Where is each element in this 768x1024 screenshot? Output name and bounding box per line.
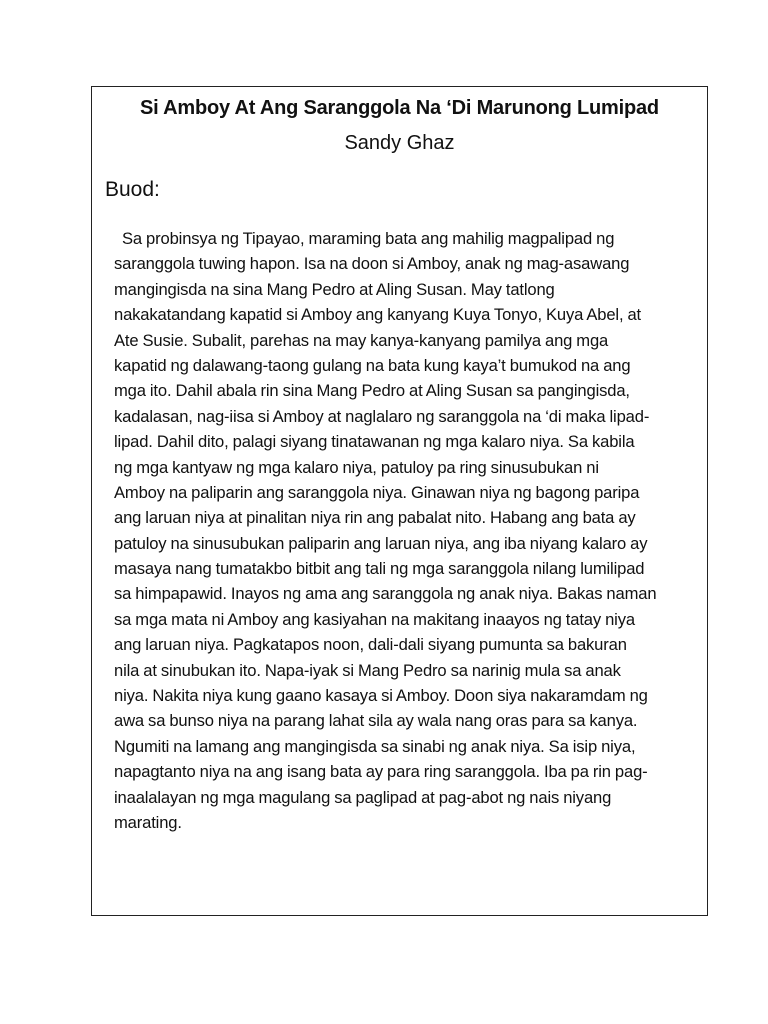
- summary-line: Amboy na paliparin ang saranggola niya. Ginawan niya ng bagong paripa: [114, 482, 640, 502]
- summary-line: mga ito. Dahil abala rin sina Mang Pedro at Aling Susan sa pangingisda,: [114, 381, 630, 401]
- summary-line: inaalalayan ng mga magulang sa paglipad at pag-abot ng nais niyang: [114, 787, 612, 807]
- summary-line: mangingisda na sina Mang Pedro at Aling Susan. May tatlong: [114, 279, 555, 299]
- summary-line: sa mga mata ni Amboy ang kasiyahan na makitang inaayos ng tatay niya: [114, 609, 635, 629]
- section-heading: Buod:: [105, 178, 160, 201]
- summary-line: ng mga kantyaw ng mga kalaro niya, patuloy pa ring sinusubukan ni: [114, 457, 599, 477]
- document-title: Si Amboy At Ang Saranggola Na ‘Di Marunong Lumipad: [140, 97, 659, 119]
- summary-line: ang laruan niya. Pagkatapos noon, dali-dali siyang pumunta sa bakuran: [114, 635, 627, 655]
- document-frame: [91, 86, 708, 916]
- summary-line: masaya nang tumatakbo bitbit ang tali ng mga saranggola nilang lumilipad: [114, 559, 645, 579]
- summary-line: kadalasan, nag-iisa si Amboy at naglalaro ng saranggola na ‘di maka lipad-: [114, 406, 650, 426]
- summary-line: nila at sinubukan ito. Napa-iyak si Mang Pedro sa narinig mula sa anak: [114, 660, 621, 680]
- summary-line: patuloy na sinusubukan paliparin ang laruan niya, ang iba niyang kalaro ay: [114, 533, 648, 553]
- document-author: Sandy Ghaz: [344, 132, 455, 154]
- summary-line: awa sa bunso niya na parang lahat sila ay wala nang oras para sa kanya.: [114, 711, 638, 731]
- summary-line: niya. Nakita niya kung gaano kasaya si Amboy. Doon siya nakaramdam ng: [114, 686, 648, 706]
- summary-line: sa himpapawid. Inayos ng ama ang saranggola ng anak niya. Bakas naman: [114, 584, 657, 604]
- summary-line: saranggola tuwing hapon. Isa na doon si Amboy, anak ng mag-asawang: [114, 254, 630, 274]
- summary-line: nakakatandang kapatid si Amboy ang kanyang Kuya Tonyo, Kuya Abel, at: [114, 305, 642, 325]
- summary-line: napagtanto niya na ang isang bata ay para ring saranggola. Iba pa rin pag-: [114, 762, 648, 782]
- summary-line: lipad. Dahil dito, palagi siyang tinatawanan ng mga kalaro niya. Sa kabila: [114, 432, 635, 452]
- summary-line: kapatid ng dalawang-taong gulang na bata kung kaya’t bumukod na ang: [114, 355, 631, 375]
- summary-line: Ate Susie. Subalit, parehas na may kanya-kanyang pamilya ang mga: [114, 330, 609, 350]
- summary-line: Ngumiti na lamang ang mangingisda sa sinabi ng anak niya. Sa isip niya,: [114, 736, 636, 756]
- summary-paragraph: [114, 226, 704, 835]
- summary-line: ang laruan niya at pinalitan niya rin ang pabalat nito. Habang ang bata ay: [114, 508, 636, 528]
- summary-line: Sa probinsya ng Tipayao, maraming bata ang mahilig magpalipad ng: [122, 229, 615, 248]
- summary-line: marating.: [114, 812, 182, 832]
